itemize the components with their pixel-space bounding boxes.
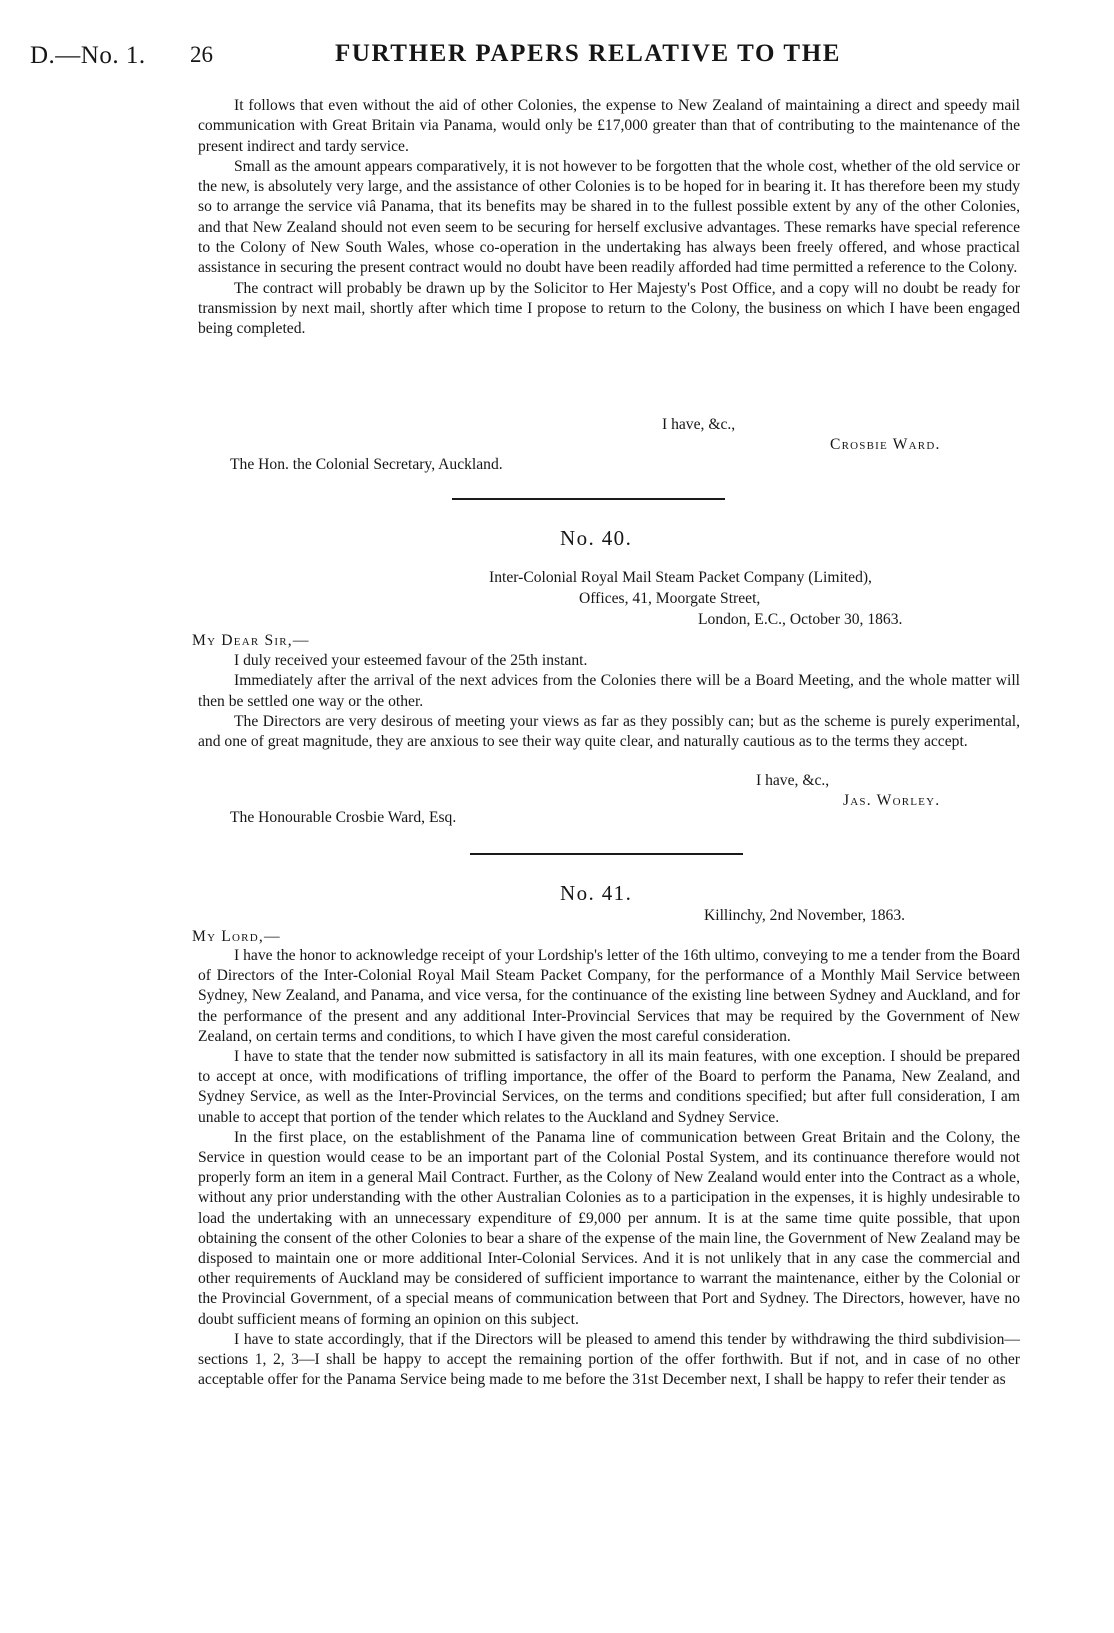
- page-title: FURTHER PAPERS RELATIVE TO THE: [335, 40, 842, 67]
- salutation: My Dear Sir,—: [192, 632, 310, 649]
- address-line: Offices, 41, Moorgate Street,: [579, 590, 761, 607]
- addressee: The Honourable Crosbie Ward, Esq.: [230, 809, 457, 826]
- closing: I have, &c.,: [756, 772, 830, 789]
- paragraph: Immediately after the arrival of the next advices from the Colonies there will be a Board Meeting, and the whole matter will then be settled one way or the other.: [198, 672, 1020, 710]
- letter-body: [198, 946, 1020, 1390]
- paragraph: The Directors are very desirous of meeting your views as far as they possibly can; but as the scheme is purely experimental, and one of great magnitude, they are anxious to see their way quite clear, and naturally cautious as to the terms they accept.: [198, 712, 1020, 751]
- paragraph: I duly received your esteemed favour of the 25th instant.: [234, 652, 588, 669]
- page-header: [30, 40, 1054, 80]
- letter-number: No. 41.: [560, 881, 633, 905]
- paragraph: Small as the amount appears comparatively, it is not however to be forgotten that the whole cost, whether of the old service or the new, is absolutely very large, and the assistance of other Colonies is to be hoped for in bearing it. It has therefore been my study so to arrange the service viâ Panama, that its benefits may be shared in to the fullest possible extent by any of the other Colonies, and that New Zealand should not even seem to be securing for herself exclusive advantages. These remarks have special reference to the Colony of New South Wales, whose co-operation in the undertaking has always been freely offered, and whose practical assistance in securing the present contract would no doubt have been readily afforded had time permitted a reference to the Colony.: [198, 157, 1020, 277]
- paragraph: It follows that even without the aid of other Colonies, the expense to New Zealand of maintaining a direct and speedy mail communication with Great Britain via Panama, would only be £17,000 greater than that of contributing to the maintenance of the present indirect and tardy service.: [198, 97, 1020, 155]
- salutation: My Lord,—: [192, 928, 281, 945]
- signature: Crosbie Ward.: [830, 436, 941, 453]
- page-number: 26: [190, 42, 213, 67]
- continued-letter-body: [198, 96, 1020, 340]
- paragraph: The contract will probably be drawn up by the Solicitor to Her Majesty's Post Office, and a copy will no doubt be ready for transmission by next mail, shortly after which time I propose to return to the Colony, the business on which I have been engaged being completed.: [198, 279, 1020, 338]
- letter-body: [198, 651, 1020, 752]
- section-divider: [470, 853, 743, 855]
- signature: Jas. Worley.: [843, 792, 941, 809]
- document-reference: D.—No. 1.: [30, 42, 146, 69]
- paragraph: In the first place, on the establishment of the Panama line of communication between Great Britain and the Colony, the Service in question would cease to be an important part of the Colonial Postal System, and its continuance therefore would not properly form an item in a general Mail Contract. Further, as the Colony of New Zealand would enter into the Contract as a whole, without any prior understanding with the other Australian Colonies as to a participation in the expenses, it is highly undesirable to load the undertaking with an unnecessary expenditure of £9,000 per annum. It is at the same time quite possible, that upon obtaining the consent of the other Colonies to bear a share of the expense of the main line, the Government of New Zealand may be disposed to maintain one or more additional Inter-Colonial Services. And it is not unlikely that in any case the commercial and other requirements of Auckland may be considered of sufficient importance to warrant the maintenance, either by the Colonial or the Provincial Government, of a special means of communication between that Port and Sydney. The Directors, however, have no doubt sufficient means of forming an opinion on this subject.: [198, 1128, 1020, 1328]
- dateline: Killinchy, 2nd November, 1863.: [704, 907, 906, 924]
- paragraph: I have the honor to acknowledge receipt of your Lordship's letter of the 16th ultimo, conveying to me a tender from the Board of Directors of the Inter-Colonial Royal Mail Steam Packet Company, for the performance of a Monthly Mail Service between Sydney, New Zealand, and Panama, and vice versa, for the continuance of the existing line between Sydney and Auckland, and for the performance of the present and any additional Inter-Provincial Services that may be required by the Government of New Zealand, on certain terms and conditions, to which I have given the most careful consideration.: [198, 947, 1020, 1045]
- paragraph: I have to state that the tender now submitted is satisfactory in all its main features, with one exception. I should be prepared to accept at once, with modifications of trifling importance, the offer of the Board to perform the Panama, New Zealand, and Sydney Service, as well as the Inter-Provincial Services, on the terms and conditions specified; but after full consideration, I am unable to accept that portion of the tender which relates to the Auckland and Sydney Service.: [198, 1048, 1020, 1126]
- section-divider: [452, 498, 725, 500]
- letter-number: No. 40.: [560, 526, 633, 550]
- address-line: Inter-Colonial Royal Mail Steam Packet Company (Limited),: [489, 569, 872, 586]
- closing: I have, &c.,: [662, 416, 736, 433]
- address-line: London, E.C., October 30, 1863.: [698, 611, 903, 628]
- addressee: The Hon. the Colonial Secretary, Auckland.: [230, 456, 503, 473]
- paragraph: I have to state accordingly, that if the Directors will be pleased to amend this tender by withdrawing the third subdivision—sections 1, 2, 3—I shall be happy to accept the remaining portion of the offer forthwith. But if not, and in case of no other acceptable offer for the Panama Service being made to me before the 31st December next, I shall be happy to refer their tender as: [198, 1330, 1020, 1389]
